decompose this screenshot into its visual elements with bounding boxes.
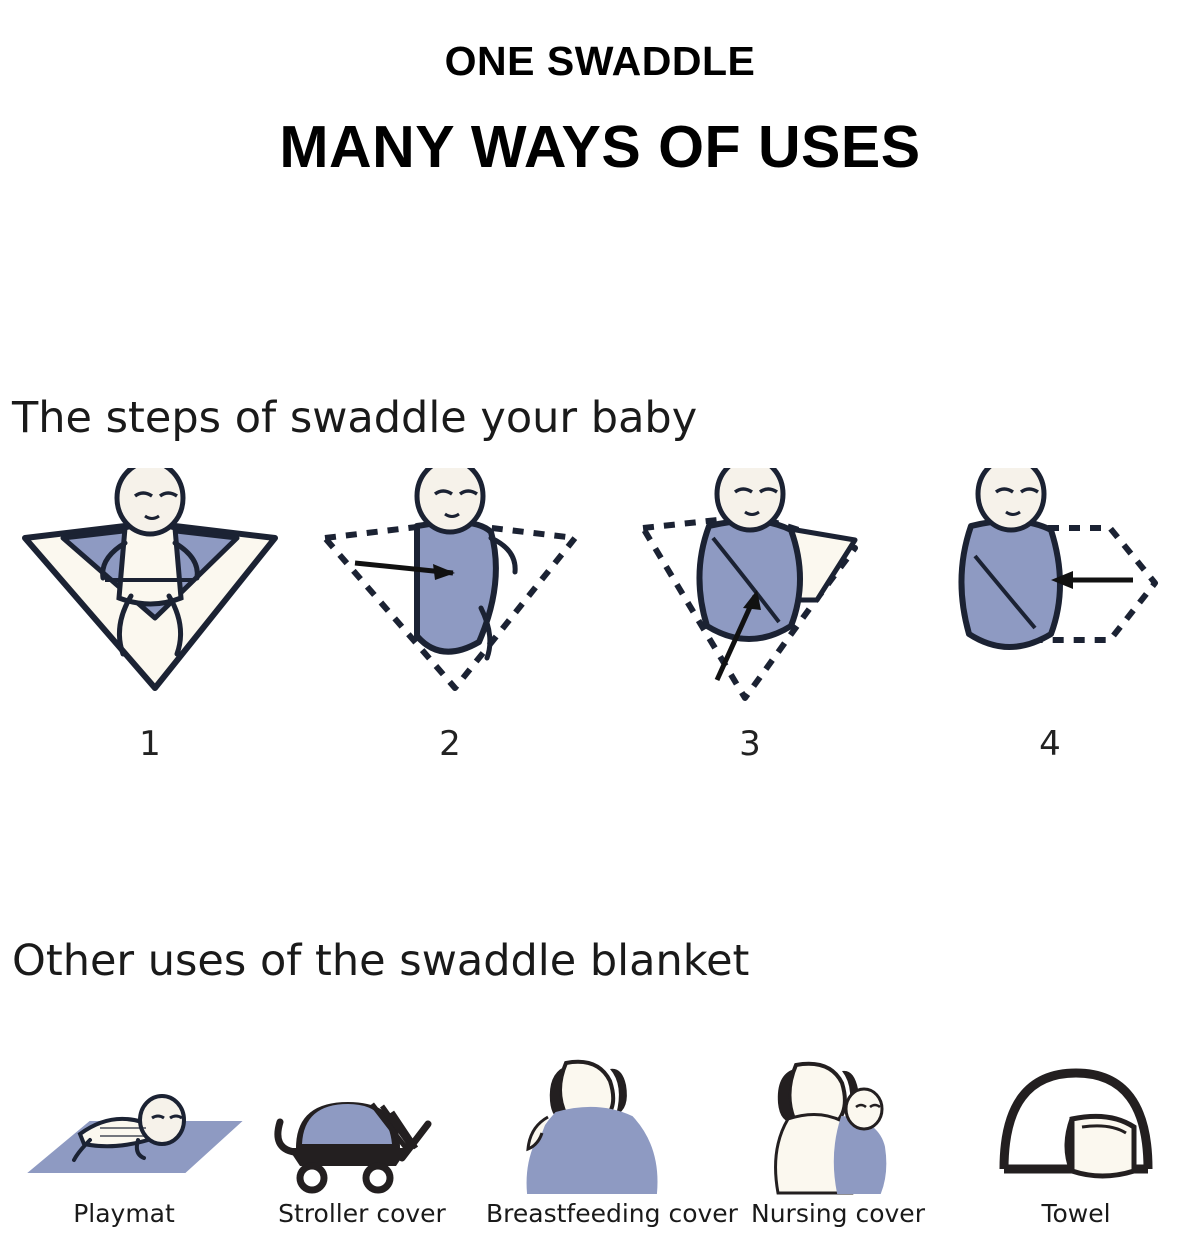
use-item-breastfeeding-cover xyxy=(486,1057,738,1228)
headline-primary: ONE SWADDLE xyxy=(444,38,756,84)
swaddle-step-2-icon xyxy=(305,468,595,718)
step-number: 4 xyxy=(1039,724,1061,764)
step-number: 3 xyxy=(739,724,761,764)
step-item-1 xyxy=(5,468,295,764)
use-label: Nursing cover xyxy=(751,1199,925,1228)
other-uses-row xyxy=(0,1013,1200,1228)
step-number: 1 xyxy=(139,724,161,764)
swaddle-step-3-icon xyxy=(605,468,895,718)
swaddle-steps-row xyxy=(0,468,1200,798)
stroller-cover-icon xyxy=(262,1062,462,1197)
use-label: Towel xyxy=(1041,1199,1111,1228)
step-item-4 xyxy=(905,468,1195,764)
step-item-3 xyxy=(605,468,895,764)
nursing-cover-icon xyxy=(738,1057,938,1197)
use-item-playmat xyxy=(10,1062,238,1228)
other-uses-section-title: Other uses of the swaddle blanket xyxy=(12,936,750,986)
swaddle-step-4-icon xyxy=(905,468,1195,718)
use-item-nursing-cover xyxy=(724,1057,952,1228)
use-label: Stroller cover xyxy=(278,1199,446,1228)
swaddle-step-1-icon xyxy=(5,468,295,718)
towel-icon xyxy=(986,1057,1166,1197)
use-label: Breastfeeding cover xyxy=(486,1199,738,1228)
use-item-stroller-cover xyxy=(248,1062,476,1228)
use-item-towel xyxy=(962,1057,1190,1228)
step-item-2 xyxy=(305,468,595,764)
playmat-icon xyxy=(10,1062,250,1197)
use-label: Playmat xyxy=(73,1199,175,1228)
steps-section-title: The steps of swaddle your baby xyxy=(12,393,698,443)
step-number: 2 xyxy=(439,724,461,764)
breastfeeding-cover-icon xyxy=(486,1057,716,1197)
headline-secondary: MANY WAYS OF USES xyxy=(279,114,921,180)
